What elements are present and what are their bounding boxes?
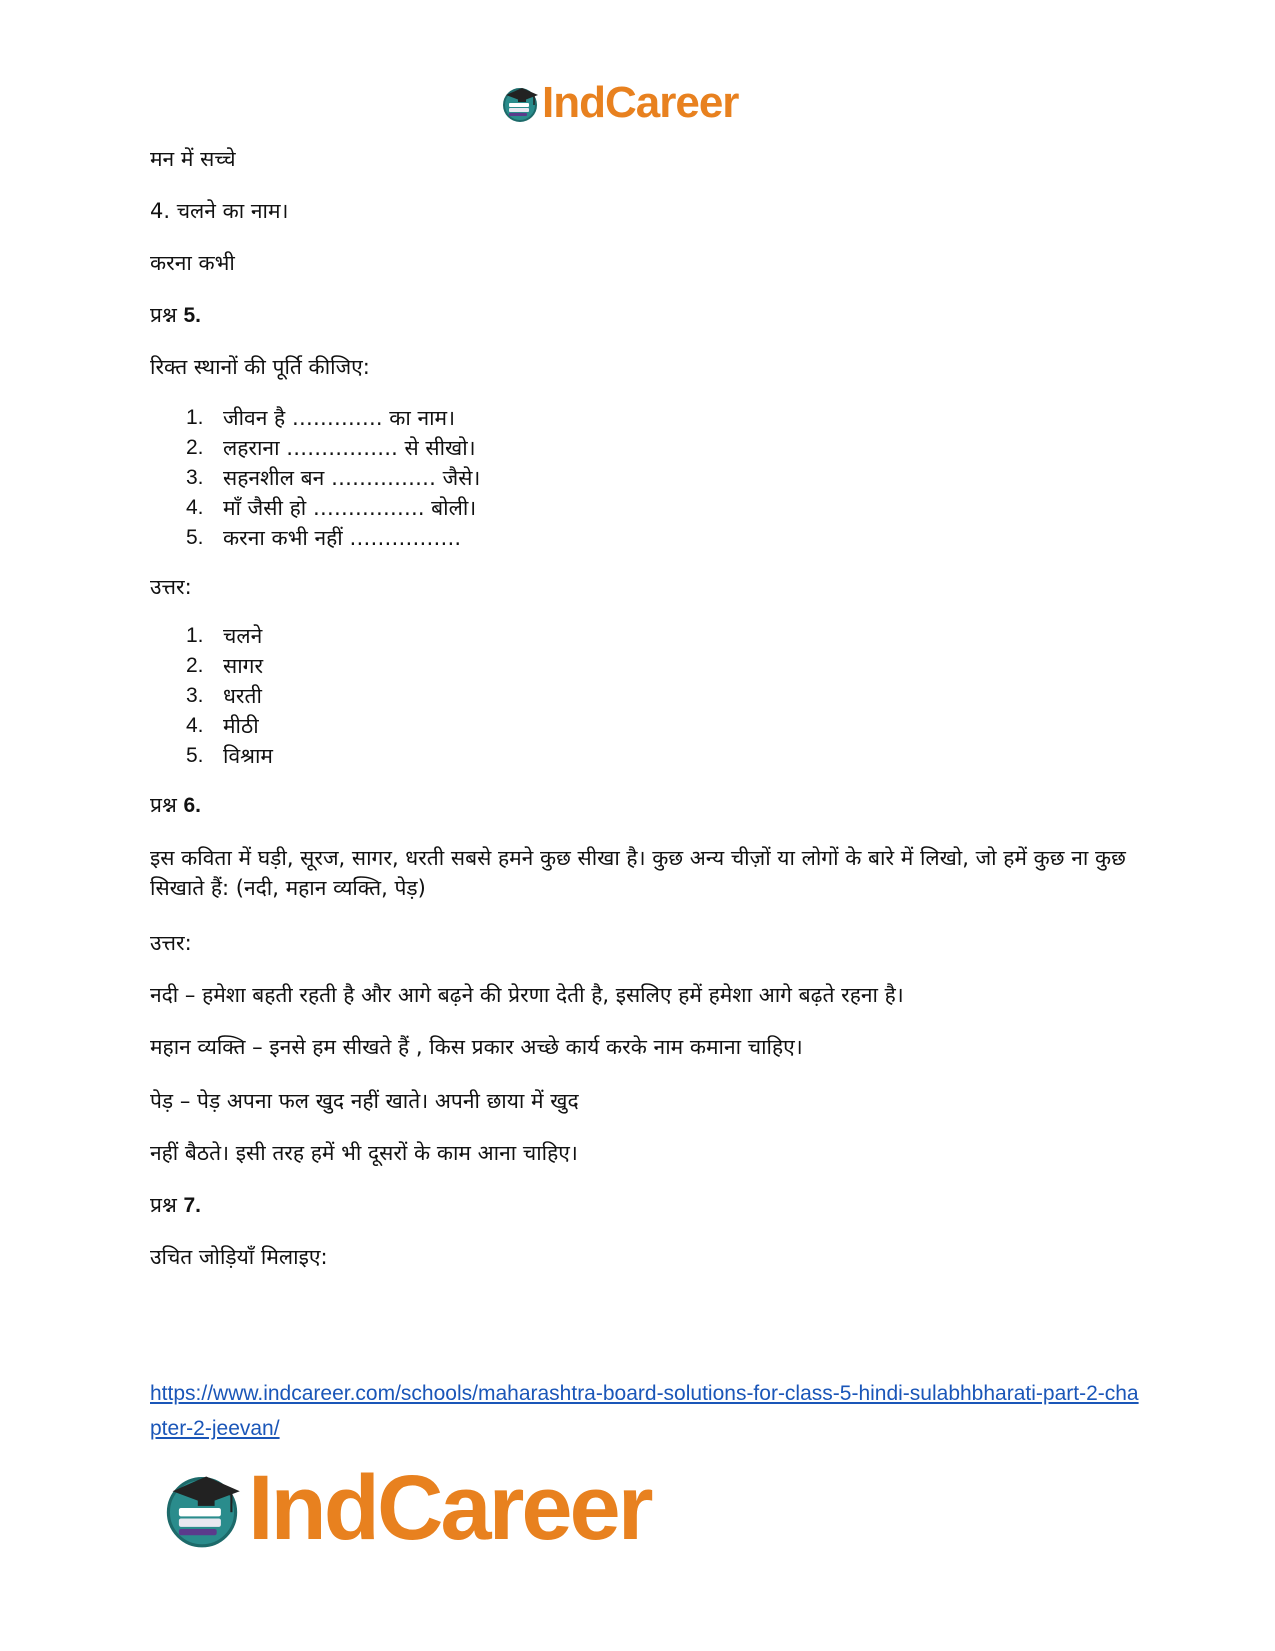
text-line: 4. चलने का नाम। bbox=[150, 199, 289, 223]
question-6-heading: प्रश्न 6. bbox=[150, 793, 201, 817]
graduation-cap-globe-icon bbox=[160, 1466, 244, 1550]
answer-paragraph: नहीं बैठते। इसी तरह हमें भी दूसरों के काम आना चाहिए। bbox=[150, 1141, 578, 1165]
answer-label: उत्तर: bbox=[150, 931, 192, 955]
answer-paragraph: पेड़ – पेड़ अपना फल खुद नहीं खाते। अपनी छाया में खुद bbox=[150, 1089, 579, 1113]
indcareer-logo-footer bbox=[160, 1458, 651, 1558]
question-7-heading: प्रश्न 7. bbox=[150, 1193, 201, 1217]
question-7-text: उचित जोड़ियाँ मिलाइए: bbox=[150, 1245, 328, 1269]
graduation-cap-globe-icon bbox=[500, 83, 540, 123]
answer-label: उत्तर: bbox=[150, 575, 192, 599]
question-6-text: इस कविता में घड़ी, सूरज, सागर, धरती सबसे हमने कुछ सीखा है। कुछ अन्य चीज़ों या लोगों के बारे में लिखो, जो हमें कुछ ना कुछ सिखाते हैं: (नदी, महान व्यक्ति, पेड़) bbox=[150, 846, 1126, 900]
source-url-link[interactable]: https://www.indcareer.com/schools/maharashtra-board-solutions-for-class-5-hindi-sulabhbharati-part-2-chapter-2-jeevan/ bbox=[150, 1382, 1139, 1440]
question-5-heading: प्रश्न 5. bbox=[150, 303, 201, 327]
indcareer-logo-header bbox=[500, 78, 738, 128]
answer-paragraph: नदी – हमेशा बहती रहती है और आगे बढ़ने की प्रेरणा देती है, इसलिए हमें हमेशा आगे बढ़ते रहना है। bbox=[150, 983, 904, 1007]
logo-wordmark: IndCareer bbox=[248, 1457, 651, 1559]
question-5-text: रिक्त स्थानों की पूर्ति कीजिए: bbox=[150, 355, 370, 379]
text-line: करना कभी bbox=[150, 251, 235, 275]
text-line: मन में सच्चे bbox=[150, 147, 236, 171]
logo-wordmark: IndCareer bbox=[542, 78, 739, 127]
answer-paragraph: महान व्यक्ति – इनसे हम सीखते हैं , किस प्रकार अच्छे कार्य करके नाम कमाना चाहिए। bbox=[150, 1035, 803, 1059]
